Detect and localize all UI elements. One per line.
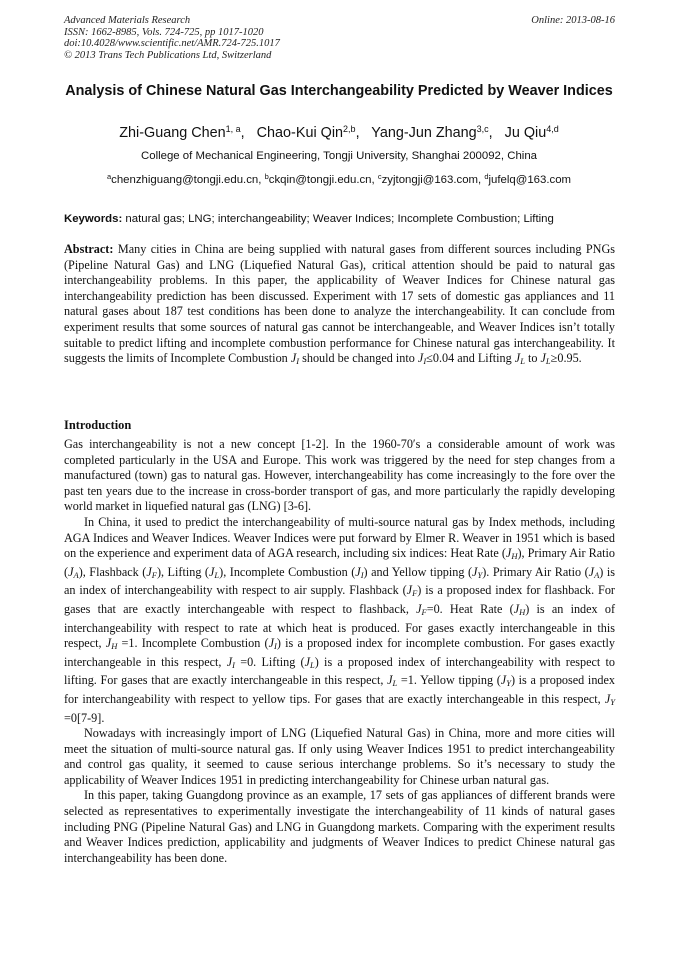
- keywords-label: Keywords:: [64, 213, 123, 225]
- abstract-text: Many cities in China are being supplied with natural gases from different sources including PNGs (Pipeline Natural Gas) and LNG (Liquefied Natural Gas), critical attention should be paid to natural gas interchangeability problems. In this paper, the applicability of Weaver Indices for Chinese natural gas interchangeability prediction has been discussed. Experiment with 17 sets of domestic gas appliances and 11 natural gases about 187 test conditions has been done to analyze the interchangeability. It can conclude from experiment results that some sources of natural gas cannot be interchangeable, and Weaver Indices isn’t totally suitable to predict lifting and incomplete combustion performance for Chinese natural gas interchangeability. It suggests the limits of Incomplete Combustion: [64, 242, 615, 366]
- author-list: Zhi-Guang Chen$^{1, a}$, Chao-Kui Qin$^{2,b}$, Yang-Jun Zhang$^{3,c}$, Ju Qiu$^{4,d}$: [119, 124, 559, 141]
- introduction-body: [64, 437, 615, 866]
- section-heading-introduction: Introduction: [64, 418, 132, 432]
- email-address: chenzhiguang@tongji.edu.cn,: [111, 174, 262, 186]
- journal-copyright: © 2013 Trans Tech Publications Ltd, Switzerland: [64, 49, 272, 61]
- paragraph: Gas interchangeability is not a new concept [1-2]. In the 1960-70′s a considerable amount of work was completed particularly in the USA and Europe. This work was triggered by the need for step changes from a manufactured (town) gas to natural gas. However, interchangeability has come increasingly to the fore over the past ten years due to the increase in cross-border transport of gas, and more particularly the rapidly developing world market in liquefied natural gas (LNG) [3-6].: [64, 437, 615, 514]
- abstract-label: Abstract:: [64, 242, 114, 256]
- author-affil-mark: 4,d: [546, 124, 559, 134]
- journal-issn: ISSN: 1662-8985, Vols. 724-725, pp 1017-1020: [64, 26, 264, 38]
- author-name: Yang-Jun Zhang: [371, 125, 477, 141]
- author-name: Ju Qiu: [504, 125, 547, 141]
- author-name: Chao-Kui Qin: [256, 125, 344, 141]
- keywords: [64, 213, 624, 225]
- email-mark: a: [106, 172, 112, 181]
- email-list: [40, 172, 638, 186]
- journal-name: Advanced Materials Research: [64, 15, 191, 26]
- abstract: Abstract: Many cities in China are being supplied with natural gases from different sources including PNGs (Pipeline Natural Gas) and LNG (Liquefied Natural Gas), critical attention should be paid to natural gas interchangeability problems. In this paper, the applicability of Weaver Indices for Chinese natural gas interchangeability prediction has been discussed. Experiment with 17 sets of domestic gas appliances and 11 natural gases about 187 test conditions has been done to analyze the interchangeability. It can conclude from experiment results that some sources of natural gas cannot be interchangeable, and Weaver Indices isn’t totally suitable to predict lifting and incomplete combustion performance for Chinese natural gas interchangeability. It suggests the limits of Incomplete Combustion $J_I$ should be changed into $J_I\le 0.04$ and Lifting $J_L$ to $J_L\ge 0.95$.: [64, 242, 615, 367]
- email-address: jufelq@163.com: [488, 174, 572, 186]
- paragraph: In this paper, taking Guangdong province as an example, 17 sets of gas appliances of different brands were selected as representatives to experimentally investigate the interchangeability of 11 kinds of natural gases including PNG (Pipeline Natural Gas) and LNG in Guangdong markets. Comparing with the experiment results and Weaver Indices prediction, applicability and judgments of Weaver Indices to predict Chinese natural gas interchangeability has been done.: [64, 788, 615, 865]
- paragraph: Nowadays with increasingly import of LNG (Liquefied Natural Gas) in China, more and more cities will meet the situation of multi-source natural gas. If only using Weaver Indices 1951 to predict interchangeability and control gas quality, it seemed to cause serious interchange problems. So it’s necessary to study the applicability of Weaver Indices 1951 in predicting interchangeability for Chinese urban natural gas.: [64, 726, 615, 787]
- email-address: zyjtongji@163.com,: [381, 174, 482, 186]
- keywords-text: natural gas; LNG; interchangeability; Weaver Indices; Incomplete Combustion; Lifting: [125, 213, 554, 225]
- author-affil-mark: 2,b: [343, 124, 356, 134]
- online-date: Online: 2013-08-16: [531, 15, 615, 26]
- author-affil-mark: 1, a: [225, 124, 241, 134]
- author-affil-mark: 3,c: [476, 124, 489, 134]
- email-mark: b: [264, 172, 269, 181]
- paragraph: In China, it used to predict the interchangeability of multi-source natural gas by Index methods, including AGA Indices and Weaver Indices. Weaver Indices were put forward by Elmer R. Weaver in 1951 which is based on the experience and experiment data of AGA research, including six indices: Heat Rate $(J_H)$, Primary Air Ratio $(J_A)$, Flashback $(J_F)$, Lifting $(J_L)$, Incomplete Combustion $(J_I)$ and Yellow tipping $(J_Y)$. Primary Air Ratio $(J_A)$ is an index of interchangeability with respect to air supply. Flashback $(J_F)$ is a proposed index for flashback. For gases that are exactly interchangeable with respect to flashback, $J_F=0$. Heat Rate $(J_H)$ is an index of interchangeability with respect to rate at which heat is produced. For gases exactly interchangeable in this respect, $J_H =1$. Incomplete Combustion $(J_I)$ is a proposed index for incomplete combustion. For gases exactly interchangeable in this respect, $J_I =0$. Lifting $(J_L)$ is a proposed index of interchangeability with respect to lifting. For gases that are exactly interchangeable in this respect, $J_L =1$. Yellow tipping $(J_Y)$ is a proposed index for interchangeability with respect to yellow tips. For gases that are exactly interchangeable in this respect, $J_Y =0[7-9]$.: [64, 514, 616, 725]
- paper-title: Analysis of Chinese Natural Gas Interchangeability Predicted by Weaver Indices: [65, 83, 613, 99]
- journal-doi: doi:10.4028/www.scientific.net/AMR.724-725.1017: [64, 38, 280, 50]
- email-mark: d: [484, 172, 489, 181]
- email-mark: c: [377, 172, 382, 181]
- author-name: Zhi-Guang Chen: [119, 125, 226, 141]
- journal-header: [64, 15, 280, 61]
- affiliation: College of Mechanical Engineering, Tongji University, Shanghai 200092, China: [141, 150, 537, 162]
- email-address: ckqin@tongji.edu.cn,: [268, 174, 375, 186]
